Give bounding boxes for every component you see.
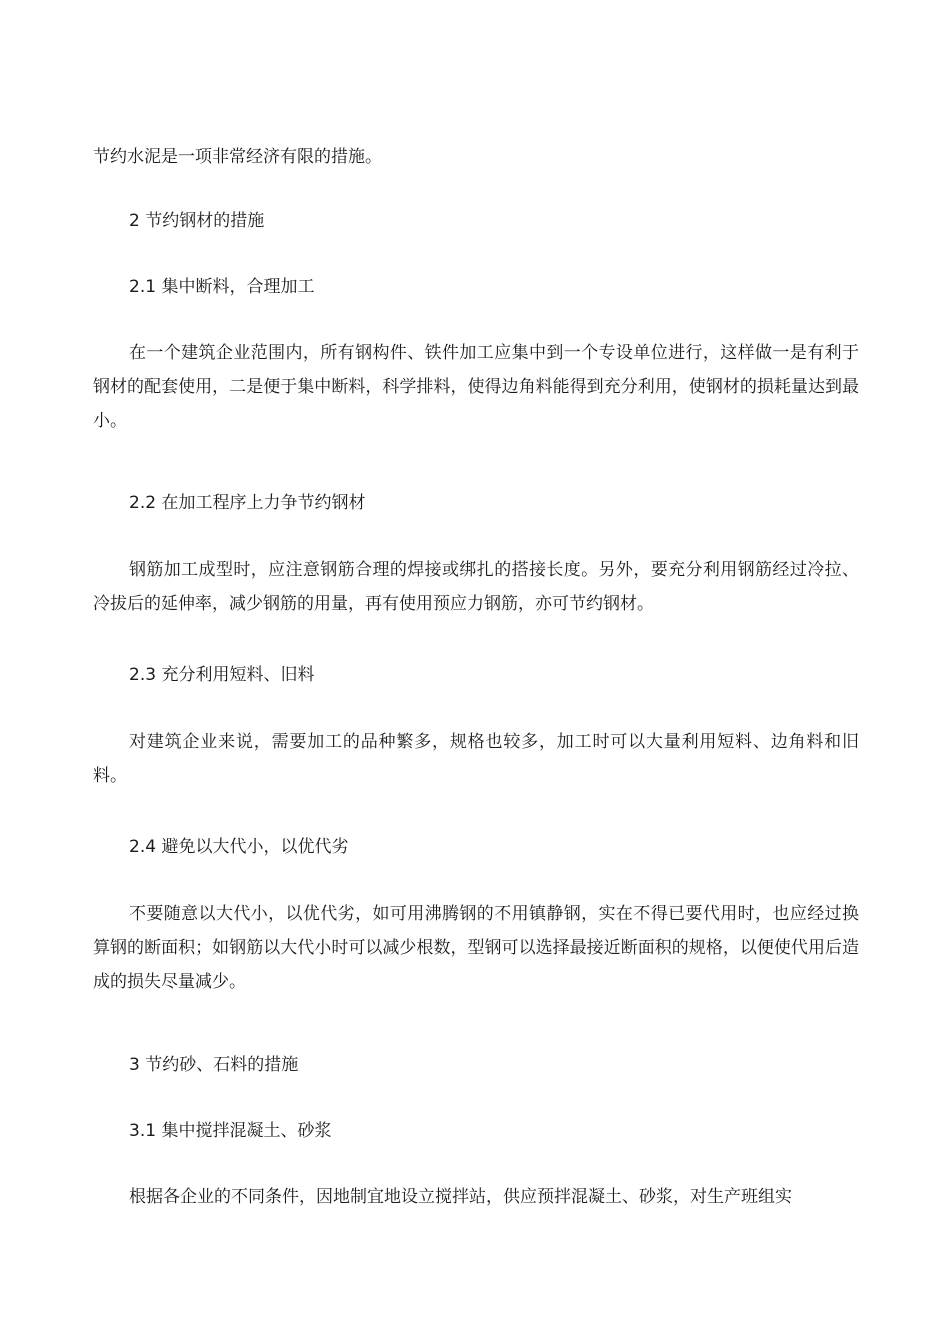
heading-2-3: 2.3 充分利用短料、旧料	[129, 665, 315, 685]
heading-3-sand-stone: 3 节约砂、石料的措施	[129, 1055, 299, 1075]
heading-3-1: 3.1 集中搅拌混凝土、砂浆	[129, 1121, 332, 1141]
heading-2-2: 2.2 在加工程序上力争节约钢材	[129, 493, 366, 513]
paragraph-3-1: 根据各企业的不同条件，因地制宜地设立搅拌站，供应预拌混凝土、砂浆，对生产班组实	[129, 1187, 792, 1207]
heading-2-steel-saving: 2 节约钢材的措施	[129, 211, 265, 231]
paragraph-2-4: 不要随意以大代小，以优代劣，如可用沸腾钢的不用镇静钢，实在不得已要代用时，也应经过换算钢的断面积；如钢筋以大代小时可以减少根数，型钢可以选择最接近断面积的规格，以便使代用后造成的损失尽量减少。	[93, 904, 859, 992]
paragraph-2-3: 对建筑企业来说，需要加工的品种繁多，规格也较多，加工时可以大量利用短料、边角料和旧料。	[93, 732, 859, 786]
paragraph-cement-saving: 节约水泥是一项非常经济有限的措施。	[93, 147, 382, 167]
heading-2-1: 2.1 集中断料，合理加工	[129, 277, 315, 297]
paragraph-2-2: 钢筋加工成型时，应注意钢筋合理的焊接或绑扎的搭接长度。另外，要充分利用钢筋经过冷拉、冷拔后的延伸率，减少钢筋的用量，再有使用预应力钢筋，亦可节约钢材。	[93, 560, 859, 614]
paragraph-2-1: 在一个建筑企业范围内，所有钢构件、铁件加工应集中到一个专设单位进行，这样做一是有利于钢材的配套使用，二是便于集中断料，科学排料，使得边角料能得到充分利用，使钢材的损耗量达到最小。	[93, 343, 859, 431]
heading-2-4: 2.4 避免以大代小，以优代劣	[129, 837, 349, 857]
